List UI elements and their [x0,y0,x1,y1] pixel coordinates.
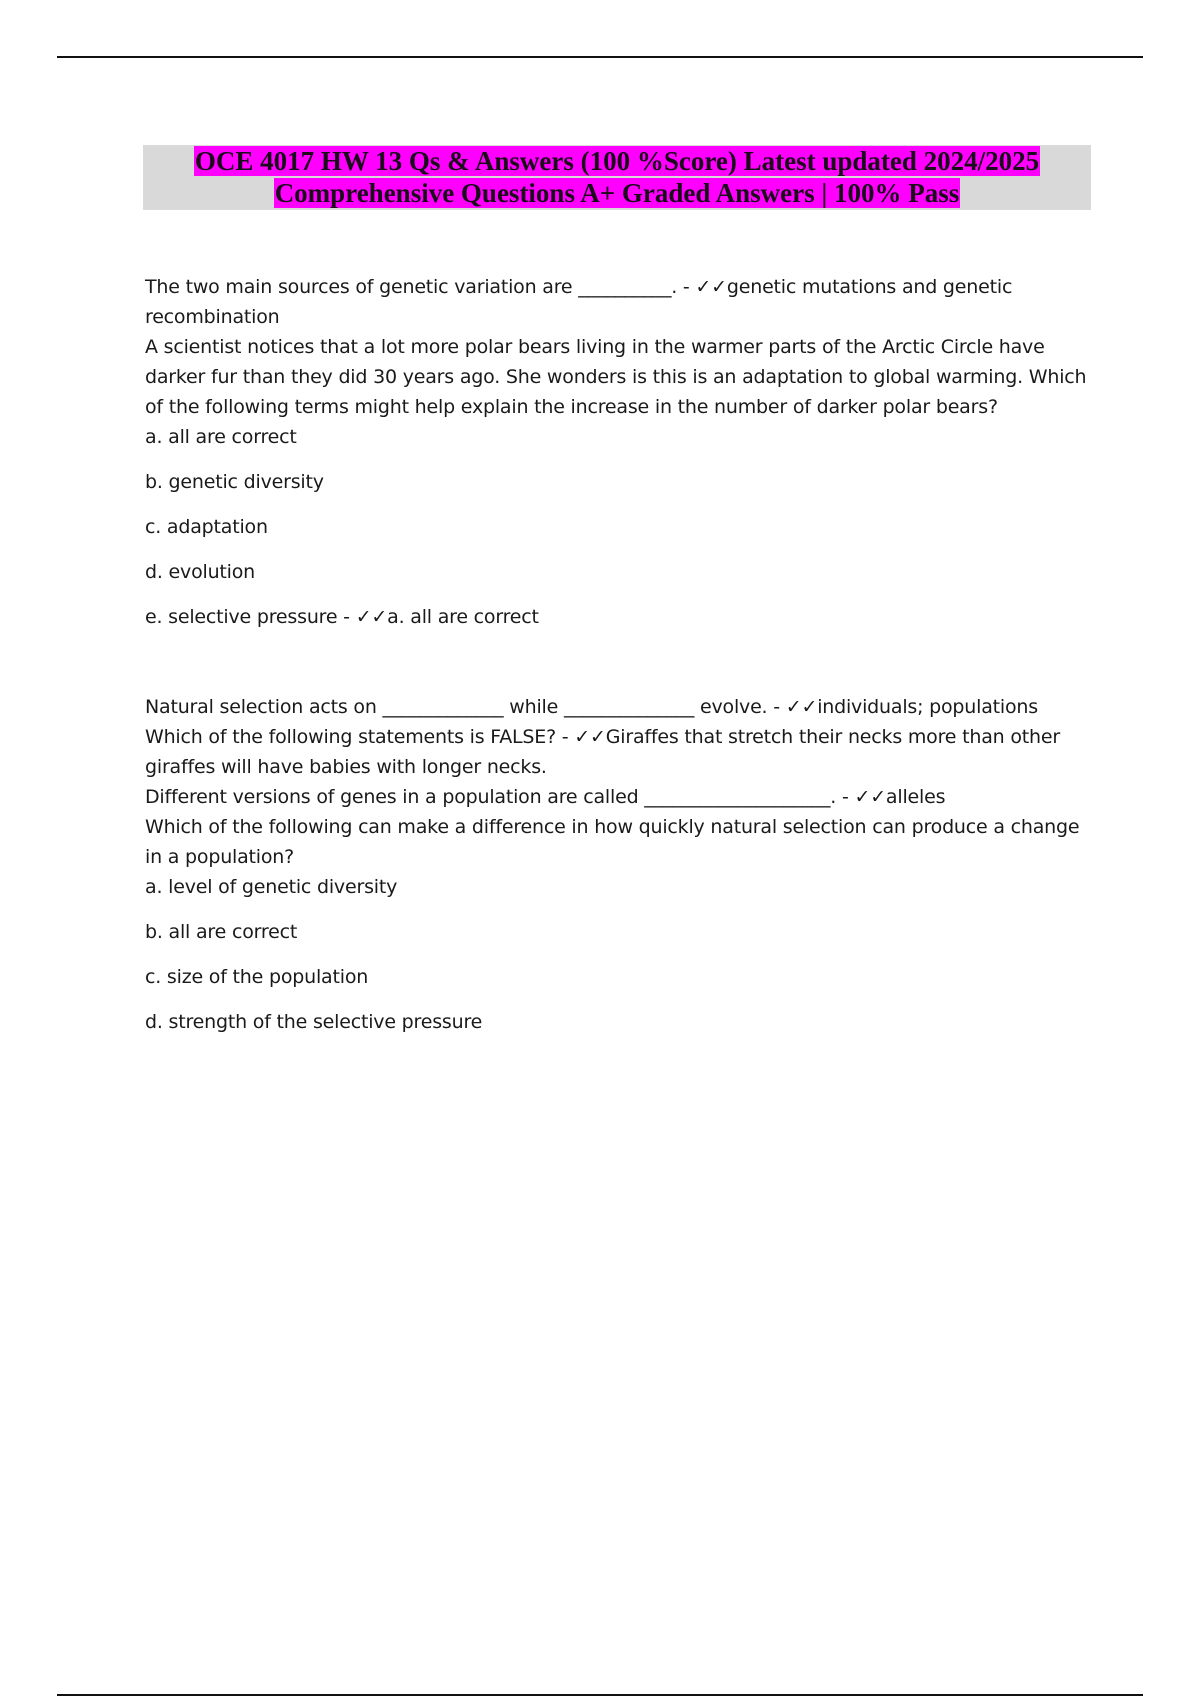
qa-item-5 [145,782,1090,812]
option-item: b. genetic diversity [145,471,324,493]
answer-text: Giraffes that stretch their necks more than other giraffes will have babies with longer necks. [145,726,1060,778]
checkmark-icon: ✓✓ [574,726,606,748]
option-item-with-answer [145,602,1090,632]
question-text: Which of the following can make a difference in how quickly natural selection can produce a change in a population? [145,816,1080,868]
answer-text: individuals; populations [817,696,1038,718]
document-title [143,145,1091,210]
option-item: b. all are correct [145,921,298,943]
checkmark-icon: ✓✓ [785,696,818,718]
question-text: Different versions of genes in a population are called ____________________. - [145,786,855,808]
option-item: c. size of the population [145,966,369,988]
title-line-1: OCE 4017 HW 13 Qs & Answers (100 %Score) Latest updated 2024/2025 [194,146,1040,176]
option-item: d. evolution [145,561,256,583]
options-list-2 [145,422,1090,632]
checkmark-icon: ✓✓ [695,276,727,298]
question-text: The two main sources of genetic variation are __________. - [145,276,696,298]
checkmark-icon: ✓✓ [854,786,886,808]
qa-item-3 [145,692,1090,722]
option-item: a. level of genetic diversity [145,876,398,898]
answer-text: a. all are correct [387,606,539,628]
option-item: a. all are correct [145,426,297,448]
question-text: A scientist notices that a lot more polar bears living in the warmer parts of the Arctic Circle have darker fur than they did 30 years ago. She wonders is this is an adaptation to global warming. Which of the following terms might help explain the increase in the number of darker polar bears? [145,336,1087,418]
qa-item-2 [145,332,1090,422]
options-list-6 [145,872,1090,1037]
qa-content [145,272,1090,1052]
checkmark-icon: ✓✓ [355,606,388,628]
option-item: c. adaptation [145,516,268,538]
bottom-rule [57,1694,1143,1696]
qa-item-4 [145,722,1090,782]
answer-text: genetic mutations and genetic recombination [145,276,1013,328]
title-line-2: Comprehensive Questions A+ Graded Answers | 100% Pass [274,178,960,208]
question-text: Which of the following statements is FALSE? - [145,726,575,748]
qa-item-1 [145,272,1090,332]
question-text: Natural selection acts on _____________ while ______________ evolve. - [145,696,786,718]
option-item: d. strength of the selective pressure [145,1011,483,1033]
qa-item-6 [145,812,1090,872]
answer-text: alleles [885,786,946,808]
top-rule [57,56,1143,58]
option-text: e. selective pressure - [145,606,356,628]
